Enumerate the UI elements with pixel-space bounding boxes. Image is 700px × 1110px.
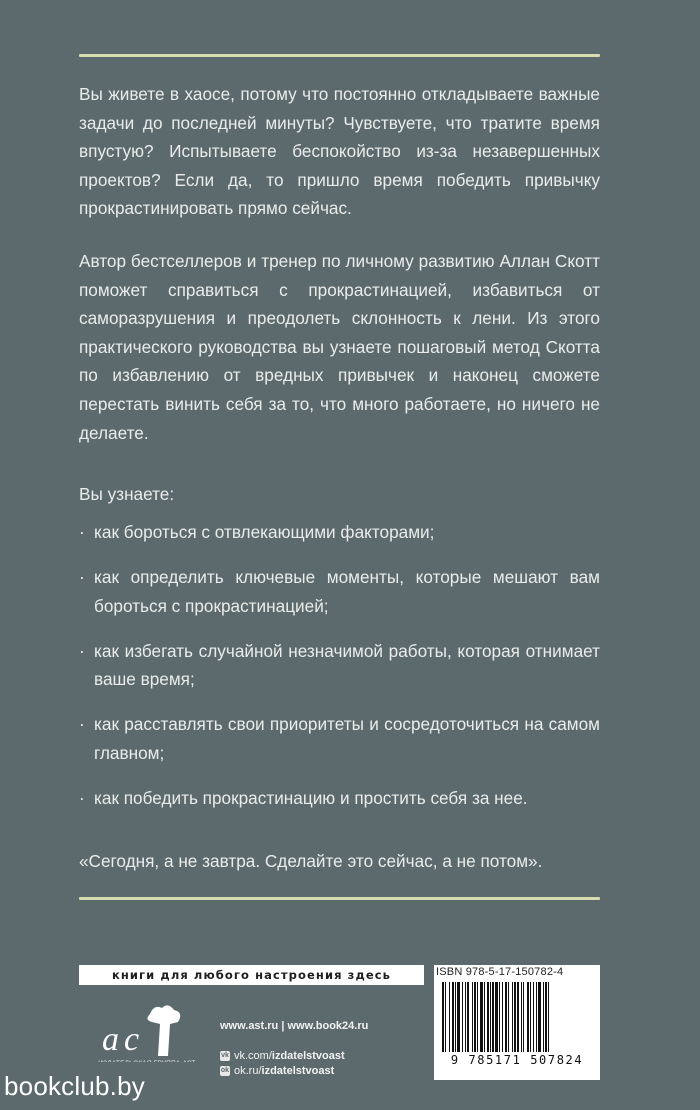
vk-icon: vk xyxy=(221,1051,229,1059)
ok-icon: ok xyxy=(220,1066,230,1074)
list-item: · как победить прокрастинацию и простить себя за нее. xyxy=(79,784,600,813)
list-item: · как бороться с отвлекающими факторами; xyxy=(79,518,600,547)
barcode-number: 9 785171 507824 xyxy=(450,1053,584,1067)
bullet-icon: · xyxy=(79,640,85,661)
barcode-icon xyxy=(440,982,594,1054)
list-intro: Вы узнаете: xyxy=(79,484,175,504)
benefits-list xyxy=(79,518,600,829)
isbn-label: ISBN 978-5-17-150782-4 xyxy=(436,966,564,978)
list-item: · как избегать случайной незначимой работы, которая отнимает ваше время; xyxy=(79,637,600,694)
bullet-icon: · xyxy=(79,567,85,588)
bullet-icon: · xyxy=(79,788,85,809)
bullet-icon: · xyxy=(79,714,85,735)
ok-link[interactable]: ok ok.ru/ izdatelstvoast xyxy=(220,1064,335,1077)
ast-logo-icon xyxy=(94,1000,200,1060)
social-links xyxy=(220,1048,345,1078)
description-paragraph-1: Вы живете в хаосе, потому что постоянно откладываете важные задачи до последней минуты? Чувствуете, что тратите время впустую? Испытываете беспокойство из-за незавершенных проектов? Если да, то пришло время победить привычку прокрастинировать прямо сейчас. xyxy=(79,84,600,219)
site-watermark: bookclub.by xyxy=(0,1062,215,1110)
svg-text:a: a xyxy=(102,1021,119,1058)
vk-link[interactable]: vk vk.com/ izdatelstvoast xyxy=(221,1049,345,1062)
closing-quote: «Сегодня, а не завтра. Сделайте это сейчас, а не потом». xyxy=(79,851,543,871)
websites-link[interactable]: www.ast.ru | www.book24.ru xyxy=(220,1020,369,1032)
tagline-banner: книги для любого настроения здесь xyxy=(79,965,424,985)
isbn-barcode-box xyxy=(434,965,600,1080)
svg-text:c: c xyxy=(124,1021,140,1058)
bottom-divider xyxy=(79,897,600,900)
list-item: · как определить ключевые моменты, которые мешают вам бороться с прокрастинацией; xyxy=(79,563,600,620)
description-paragraph-2: Автор бестселлеров и тренер по личному развитию Аллан Скотт поможет справиться с прокрастинацией, избавиться от саморазрушения и преодолеть склонность к лени. Из этого практического руководства вы узнаете пошаговый метод Скотта по избавлению от вредных привычек и наконец сможете перестать винить себя за то, что много работаете, но ничего не делаете. xyxy=(79,251,600,443)
publisher-websites xyxy=(220,1020,368,1032)
top-divider xyxy=(79,54,600,57)
list-item: · как расставлять свои приоритеты и сосредоточиться на самом главном; xyxy=(79,710,600,767)
bullet-icon: · xyxy=(79,522,85,542)
